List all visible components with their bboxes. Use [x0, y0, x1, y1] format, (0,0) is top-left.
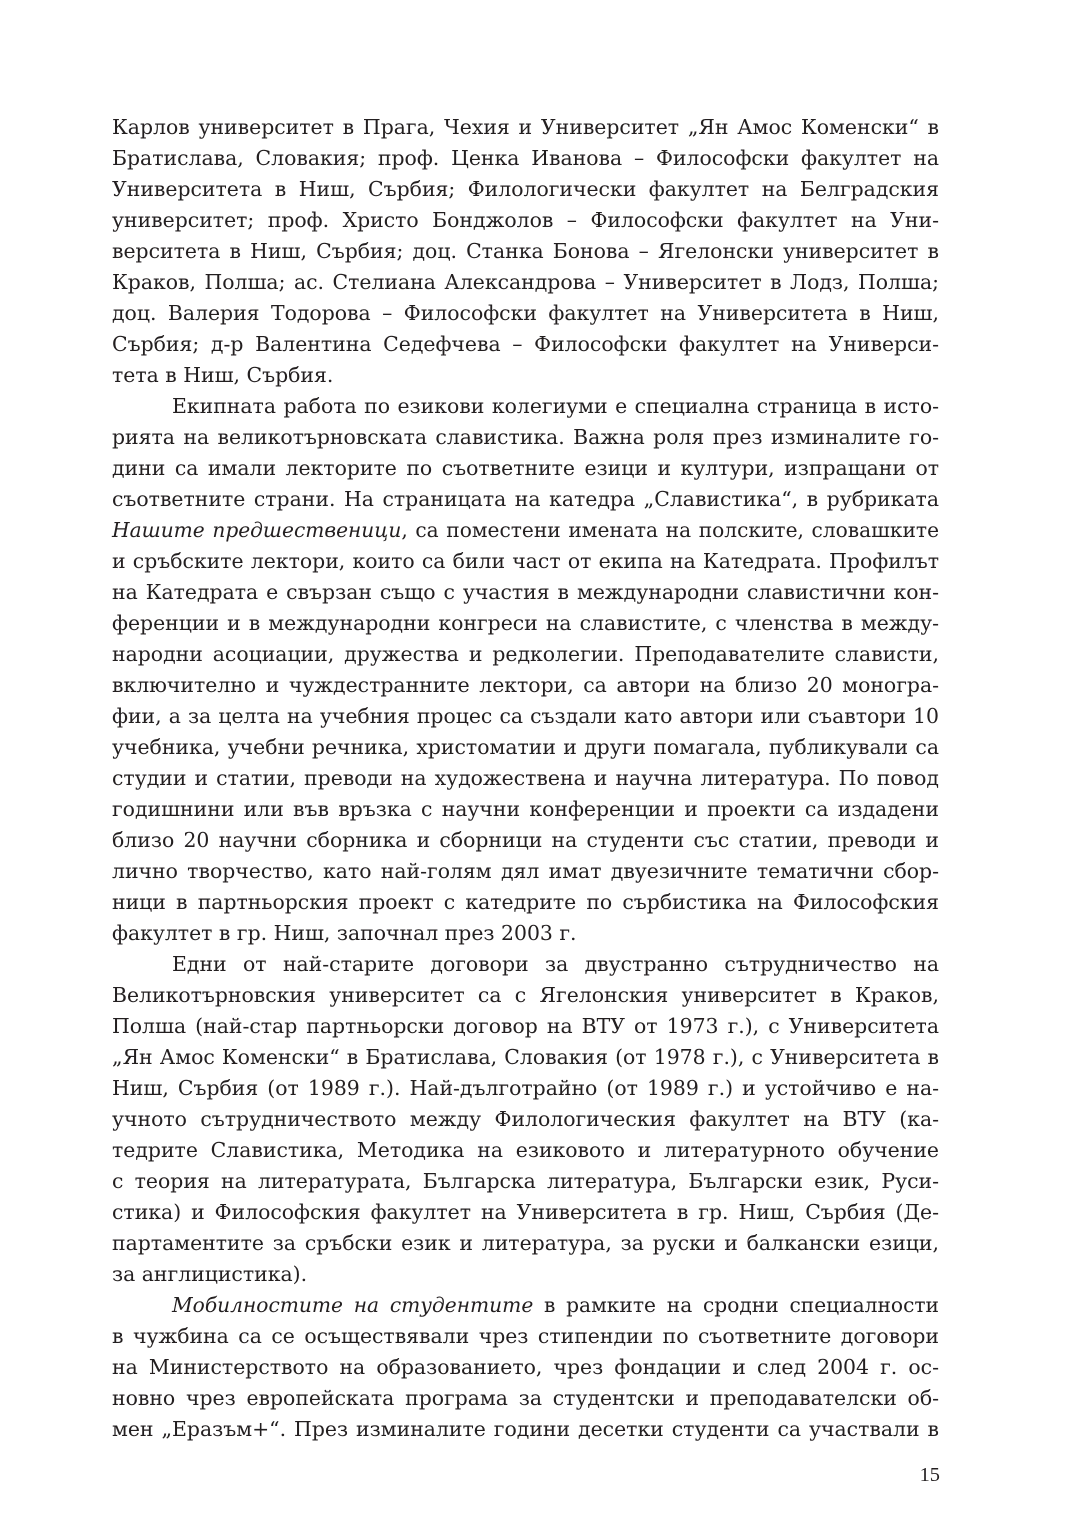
text-run: Братислава, Словакия; проф. Ценка Иванова – Философски факултет на	[112, 146, 939, 170]
paragraph	[112, 949, 939, 1290]
text-run: Краков, Полша; ас. Стелиана Александрова – Университет в Лодз, Полша;	[112, 270, 939, 294]
text-run: Едни от най-старите договори за двустранно сътрудничество на	[172, 952, 939, 976]
text-line	[112, 422, 939, 453]
text-line	[112, 1228, 939, 1259]
text-line	[112, 1135, 939, 1166]
text-run: Великотърновския университет са с Ягелонския университет в Краков,	[112, 983, 939, 1007]
text-line	[112, 1166, 939, 1197]
text-line	[112, 515, 939, 546]
text-run: близо 20 научни сборника и сборници на студенти със статии, преводи и	[112, 828, 939, 852]
text-run: студии и статии, преводи на художествена и научна литература. По повод	[112, 766, 939, 790]
text-line	[112, 701, 939, 732]
text-run: верситета в Ниш, Сърбия; доц. Станка Бонова – Ягелонски университет в	[112, 239, 939, 263]
text-line	[112, 1290, 939, 1321]
text-run: новно чрез европейската програма за студентски и преподавателски об-	[112, 1386, 939, 1410]
text-line	[112, 1104, 939, 1135]
text-run: съответните страни. На страницата на катедра „Славистика“, в рубриката	[112, 487, 939, 511]
text-line	[112, 267, 939, 298]
text-line	[112, 670, 939, 701]
text-run: за англицистика).	[112, 1262, 308, 1286]
text-line	[112, 391, 939, 422]
text-run: мен „Еразъм+“. През изминалите години десетки студенти са участвали в	[112, 1417, 939, 1441]
text-line	[112, 1352, 939, 1383]
italic-text: Мобилностите на студентите	[172, 1293, 534, 1317]
paragraph	[112, 391, 939, 949]
text-run: университет; проф. Христо Бонджолов – Философски факултет на Уни-	[112, 208, 939, 232]
text-line	[112, 639, 939, 670]
text-line	[112, 143, 939, 174]
text-line	[112, 980, 939, 1011]
text-line	[112, 1073, 939, 1104]
text-run: стика) и Философския факултет на Университета в гр. Ниш, Сърбия (Де-	[112, 1200, 939, 1224]
text-run: Сърбия; д-р Валентина Седефчева – Философски факултет на Универси-	[112, 332, 939, 356]
text-line	[112, 112, 939, 143]
text-line	[112, 1259, 939, 1290]
text-line	[112, 484, 939, 515]
text-run: тедрите Славистика, Методика на езиковото и литературното обучение	[112, 1138, 939, 1162]
text-line	[112, 763, 939, 794]
text-line	[112, 236, 939, 267]
text-line	[112, 174, 939, 205]
text-run: Университета в Ниш, Сърбия; Филологически факултет на Белградския	[112, 177, 939, 201]
text-line	[112, 825, 939, 856]
text-line	[112, 546, 939, 577]
text-run: Ниш, Сърбия (от 1989 г.). Най-дълготрайно (от 1989 г.) и устойчиво е на-	[112, 1076, 939, 1100]
paragraph	[112, 112, 939, 391]
text-run: годишнини или във връзка с научни конференции и проекти са издадени	[112, 797, 939, 821]
text-run: ници в партньорския проект с катедрите по сърбистика на Философския	[112, 890, 939, 914]
text-run: Екипната работа по езикови колегиуми е специална страница в исто-	[172, 394, 939, 418]
text-line	[112, 608, 939, 639]
text-run: Полша (най-стар партньорски договор на ВТУ от 1973 г.), с Университета	[112, 1014, 939, 1038]
text-line	[112, 577, 939, 608]
text-line	[112, 298, 939, 329]
text-run: в чужбина са се осъществявали чрез стипендии по съответните договори	[112, 1324, 939, 1348]
text-run: лично творчество, като най-голям дял имат двуезичните тематични сбор-	[112, 859, 939, 883]
text-run: на Катедрата е свързан също с участия в международни славистични кон-	[112, 580, 939, 604]
text-line	[112, 205, 939, 236]
text-run: в рамките на сродни специалности	[533, 1293, 939, 1317]
text-line	[112, 856, 939, 887]
text-run: , са поместени имената на полските, словашките	[401, 518, 939, 542]
text-run: и сръбските лектори, които са били част от екипа на Катедрата. Профилът	[112, 549, 939, 573]
text-line	[112, 1414, 939, 1445]
text-run: тета в Ниш, Сърбия.	[112, 363, 334, 387]
text-run: дини са имали лекторите по съответните езици и култури, изпращани от	[112, 456, 939, 480]
text-line	[112, 732, 939, 763]
text-run: фии, а за целта на учебния процес са създали като автори или съавтори 10	[112, 704, 939, 728]
text-line	[112, 360, 939, 391]
text-line	[112, 949, 939, 980]
page-body	[112, 112, 939, 1445]
text-run: Карлов университет в Прага, Чехия и Университет „Ян Амос Коменски“ в	[112, 115, 939, 139]
text-line	[112, 1197, 939, 1228]
text-run: учебника, учебни речника, христоматии и други помагала, публикували са	[112, 735, 939, 759]
text-run: на Министерството на образованието, чрез фондации и след 2004 г. ос-	[112, 1355, 939, 1379]
text-line	[112, 794, 939, 825]
text-run: рията на великотърновската славистика. Важна роля през изминалите го-	[112, 425, 939, 449]
text-line	[112, 887, 939, 918]
text-line	[112, 329, 939, 360]
text-line	[112, 1011, 939, 1042]
text-run: включително и чуждестранните лектори, са автори на близо 20 моногра-	[112, 673, 939, 697]
text-run: факултет в гр. Ниш, започнал през 2003 г.	[112, 921, 577, 945]
text-line	[112, 918, 939, 949]
text-run: с теория на литературата, Българска литература, Български език, Руси-	[112, 1169, 939, 1193]
text-run: партаментите за сръбски език и литература, за руски и балкански езици,	[112, 1231, 939, 1255]
paragraph	[112, 1290, 939, 1445]
text-run: „Ян Амос Коменски“ в Братислава, Словакия (от 1978 г.), с Университета в	[112, 1045, 939, 1069]
text-run: ференции и в международни конгреси на славистите, с членства в между-	[112, 611, 939, 635]
text-line	[112, 1321, 939, 1352]
page-number: 15	[919, 1464, 940, 1486]
text-run: народни асоциации, дружества и редколегии. Преподавателите слависти,	[112, 642, 939, 666]
text-run: учното сътрудничеството между Филологическия факултет на ВТУ (ка-	[112, 1107, 939, 1131]
italic-text: Нашите предшественици	[112, 518, 402, 542]
text-run: доц. Валерия Тодорова – Философски факултет на Университета в Ниш,	[112, 301, 939, 325]
text-line	[112, 453, 939, 484]
text-line	[112, 1383, 939, 1414]
text-line	[112, 1042, 939, 1073]
